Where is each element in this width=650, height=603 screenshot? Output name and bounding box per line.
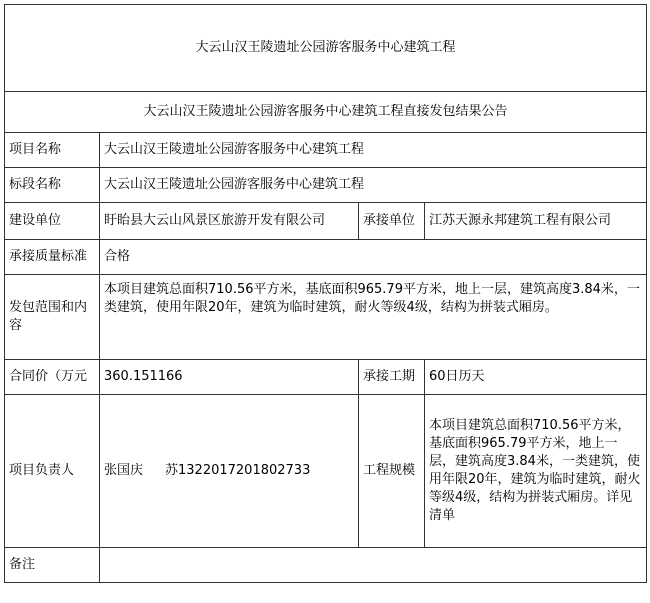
manager-value bbox=[100, 395, 359, 548]
notice-table bbox=[4, 4, 647, 583]
title-row bbox=[5, 5, 647, 92]
remark-value bbox=[100, 548, 647, 583]
scope-value: 本项目建筑总面积710.56平方米，基底面积965.79平方米，地上一层，建筑高度3.84米，一类建筑，使用年限20年，建筑为临时建筑，耐火等级4级，结构为拼装式厢房。 bbox=[100, 275, 647, 360]
duration-value: 60日历天 bbox=[425, 360, 647, 395]
manager-cert: 苏1322017201802733 bbox=[165, 463, 311, 478]
table-row bbox=[5, 168, 647, 203]
page-title: 大云山汉王陵遗址公园游客服务中心建筑工程 bbox=[5, 5, 647, 92]
table-row bbox=[5, 395, 647, 548]
contractor-unit-value: 江苏天源永邦建筑工程有限公司 bbox=[425, 203, 647, 240]
announcement-title: 大云山汉王陵遗址公园游客服务中心建筑工程直接发包结果公告 bbox=[5, 92, 647, 133]
table-row bbox=[5, 275, 647, 360]
section-name-value: 大云山汉王陵遗址公园游客服务中心建筑工程 bbox=[100, 168, 647, 203]
contract-price-label: 合同价（万元 bbox=[5, 360, 100, 395]
scope-label: 发包范围和内容 bbox=[5, 275, 100, 360]
scale-value: 本项目建筑总面积710.56平方米，基底面积965.79平方米，地上一层，建筑高度3.84米，一类建筑，使用年限20年，建筑为临时建筑，耐火等级4级，结构为拼装式厢房。详见清单 bbox=[425, 395, 647, 548]
table-row bbox=[5, 203, 647, 240]
table-row bbox=[5, 133, 647, 168]
subtitle-row bbox=[5, 92, 647, 133]
construction-unit-value: 盱眙县大云山风景区旅游开发有限公司 bbox=[100, 203, 359, 240]
contractor-unit-label: 承接单位 bbox=[359, 203, 425, 240]
duration-label: 承接工期 bbox=[359, 360, 425, 395]
section-name-label: 标段名称 bbox=[5, 168, 100, 203]
manager-label: 项目负责人 bbox=[5, 395, 100, 548]
contract-price-value: 360.151166 bbox=[100, 360, 359, 395]
construction-unit-label: 建设单位 bbox=[5, 203, 100, 240]
scale-label: 工程规模 bbox=[359, 395, 425, 548]
table-row bbox=[5, 360, 647, 395]
remark-label: 备注 bbox=[5, 548, 100, 583]
quality-standard-label: 承接质量标准 bbox=[5, 240, 100, 275]
project-name-value: 大云山汉王陵遗址公园游客服务中心建筑工程 bbox=[100, 133, 647, 168]
project-name-label: 项目名称 bbox=[5, 133, 100, 168]
manager-name: 张国庆 bbox=[104, 463, 144, 478]
table-row bbox=[5, 240, 647, 275]
table-row bbox=[5, 548, 647, 583]
quality-standard-value: 合格 bbox=[100, 240, 647, 275]
